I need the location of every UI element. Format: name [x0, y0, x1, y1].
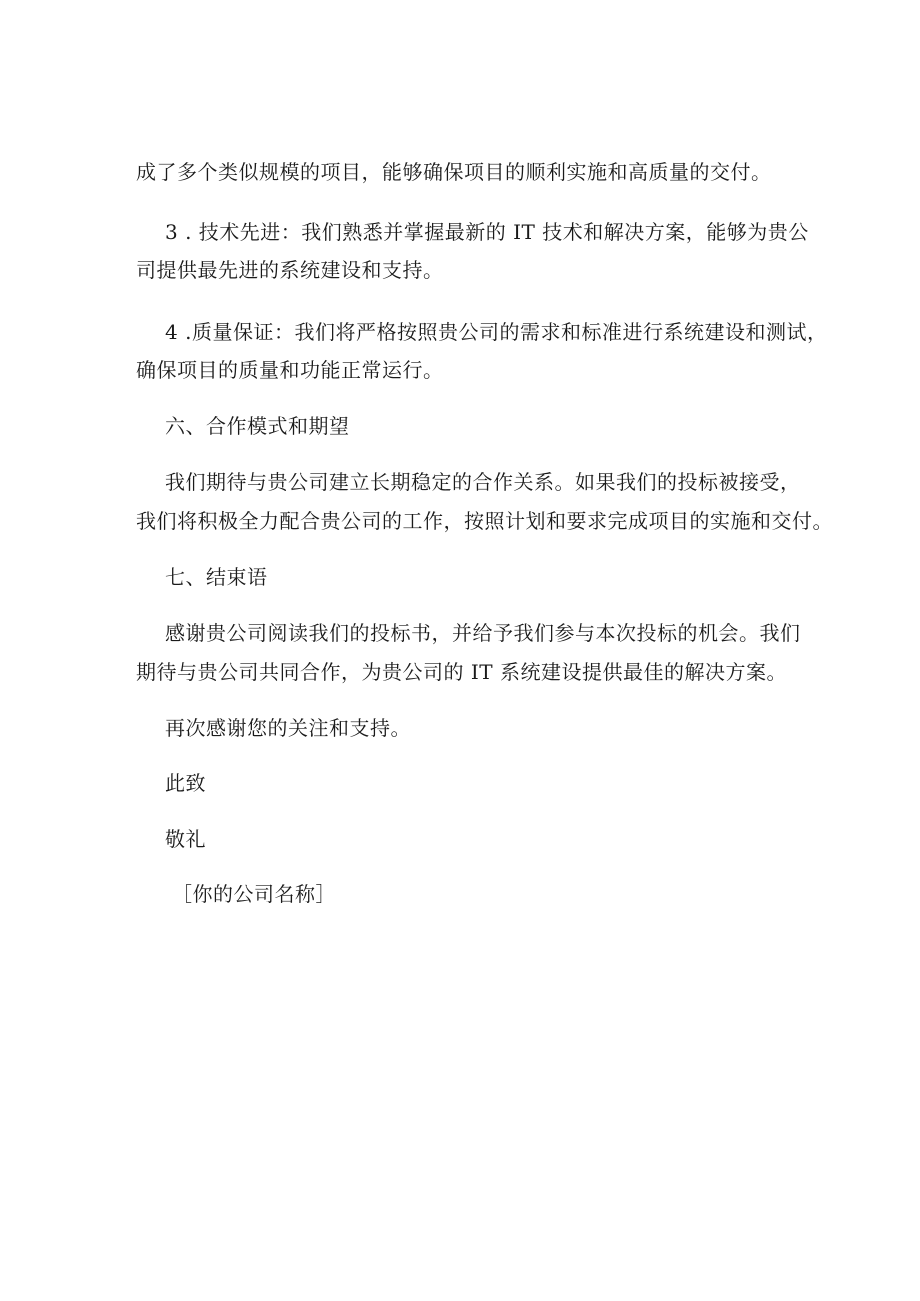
closing-salutation-2: 敬礼	[165, 827, 206, 851]
section-6-paragraph-line-1: 我们期待与贵公司建立长期稳定的合作关系。如果我们的投标被接受，	[165, 470, 801, 494]
thanks-again-line: 再次感谢您的关注和支持。	[165, 716, 411, 740]
section-7-heading: 七、结束语	[165, 565, 268, 589]
list-item-3-line-1: 3 . 技术先进：我们熟悉并掌握最新的 IT 技术和解决方案，能够为贵公	[165, 220, 809, 244]
list-item-4-line-2: 确保项目的质量和功能正常运行。	[136, 358, 444, 382]
section-7-paragraph-line-2: 期待与贵公司共同合作，为贵公司的 IT 系统建设提供最佳的解决方案。	[136, 660, 787, 684]
closing-salutation-1: 此致	[165, 771, 206, 795]
section-6-heading: 六、合作模式和期望	[165, 414, 350, 438]
paragraph-continuation: 成了多个类似规模的项目，能够确保项目的顺利实施和高质量的交付。	[136, 160, 772, 184]
section-7-paragraph-line-1: 感谢贵公司阅读我们的投标书，并给予我们参与本次投标的机会。我们	[165, 621, 801, 645]
list-item-3-line-2: 司提供最先进的系统建设和支持。	[136, 258, 444, 282]
list-item-4-line-1: 4 .质量保证：我们将严格按照贵公司的需求和标准进行系统建设和测试，	[165, 320, 828, 344]
section-6-paragraph-line-2: 我们将积极全力配合贵公司的工作，按照计划和要求完成项目的实施和交付。	[136, 509, 833, 533]
signature-company-name: ［你的公司名称］	[172, 882, 336, 906]
